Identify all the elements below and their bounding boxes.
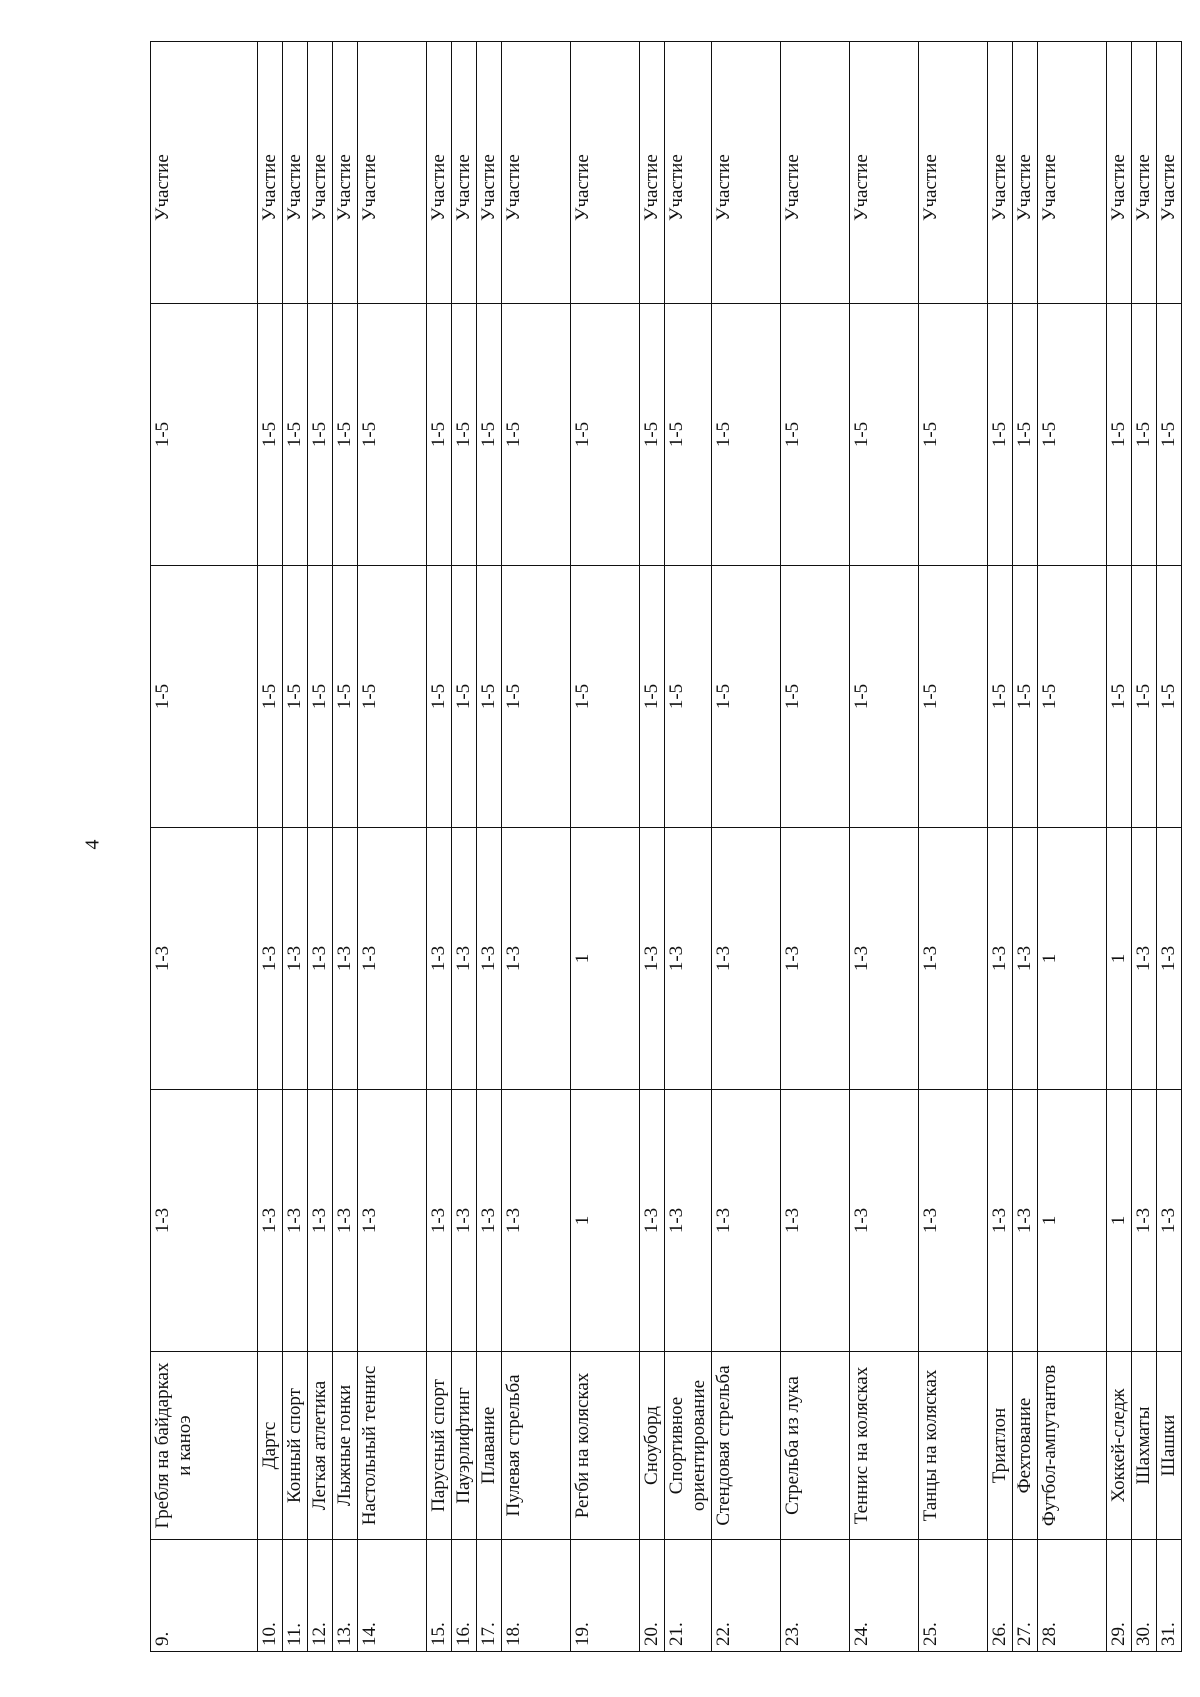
table-row <box>333 42 358 1652</box>
sport-name: Лыжные гонки <box>333 1352 358 1540</box>
cell-col4: 1-3 <box>427 828 452 1090</box>
cell-result: Участие <box>571 42 640 304</box>
table-row <box>452 42 477 1652</box>
cell-col6: 1-5 <box>712 304 781 566</box>
cell-result: Участие <box>452 42 477 304</box>
cell-col3: 1-3 <box>712 1090 781 1352</box>
row-number: 15. <box>427 1540 452 1652</box>
cell-col5: 1-5 <box>1038 566 1107 828</box>
cell-col4: 1-3 <box>781 828 850 1090</box>
cell-col5: 1-5 <box>477 566 502 828</box>
cell-col6: 1-5 <box>571 304 640 566</box>
cell-col5: 1-5 <box>1013 566 1038 828</box>
sport-name: Гребля на байдарках и каноэ <box>151 1352 258 1540</box>
cell-col3: 1-3 <box>665 1090 712 1352</box>
row-number: 24. <box>850 1540 919 1652</box>
cell-col5: 1-5 <box>258 566 283 828</box>
row-number: 9. <box>151 1540 258 1652</box>
cell-col6: 1-5 <box>452 304 477 566</box>
table-row <box>427 42 452 1652</box>
cell-col4: 1 <box>571 828 640 1090</box>
table-row <box>712 42 781 1652</box>
cell-col4: 1 <box>1107 828 1132 1090</box>
cell-col6: 1-5 <box>1107 304 1132 566</box>
sport-name: Пауэрлифтинг <box>452 1352 477 1540</box>
cell-result: Участие <box>477 42 502 304</box>
cell-result: Участие <box>1038 42 1107 304</box>
table-body <box>151 42 1182 1652</box>
cell-col5: 1-5 <box>1132 566 1157 828</box>
sport-name: Настольный теннис <box>358 1352 427 1540</box>
table-row <box>640 42 665 1652</box>
cell-result: Участие <box>308 42 333 304</box>
cell-col3: 1-3 <box>452 1090 477 1352</box>
sport-name: Футбол-ампутантов <box>1038 1352 1107 1540</box>
cell-col3: 1-3 <box>283 1090 308 1352</box>
cell-col4: 1-3 <box>640 828 665 1090</box>
cell-result: Участие <box>640 42 665 304</box>
cell-result: Участие <box>1132 42 1157 304</box>
cell-col5: 1-5 <box>712 566 781 828</box>
cell-col5: 1-5 <box>502 566 571 828</box>
table-row <box>665 42 712 1652</box>
cell-col5: 1-5 <box>640 566 665 828</box>
row-number: 11. <box>283 1540 308 1652</box>
table-row <box>308 42 333 1652</box>
sport-name: Спортивное ориентирование <box>665 1352 712 1540</box>
cell-result: Участие <box>151 42 258 304</box>
cell-col3: 1 <box>1038 1090 1107 1352</box>
cell-col3: 1-3 <box>502 1090 571 1352</box>
row-number: 18. <box>502 1540 571 1652</box>
cell-col6: 1-5 <box>502 304 571 566</box>
row-number: 12. <box>308 1540 333 1652</box>
table-row <box>1157 42 1182 1652</box>
cell-col6: 1-5 <box>1013 304 1038 566</box>
cell-col5: 1-5 <box>988 566 1013 828</box>
cell-col4: 1-3 <box>283 828 308 1090</box>
row-number: 22. <box>712 1540 781 1652</box>
cell-col6: 1-5 <box>477 304 502 566</box>
cell-col3: 1-3 <box>850 1090 919 1352</box>
cell-col3: 1-3 <box>427 1090 452 1352</box>
cell-col3: 1-3 <box>1132 1090 1157 1352</box>
table-row <box>151 42 258 1652</box>
cell-col3: 1-3 <box>1013 1090 1038 1352</box>
cell-col6: 1-5 <box>1132 304 1157 566</box>
table-row <box>988 42 1013 1652</box>
cell-col5: 1-5 <box>781 566 850 828</box>
cell-col6: 1-5 <box>358 304 427 566</box>
cell-col6: 1-5 <box>988 304 1013 566</box>
sport-name: Теннис на колясках <box>850 1352 919 1540</box>
cell-col6: 1-5 <box>151 304 258 566</box>
row-number: 21. <box>665 1540 712 1652</box>
cell-col5: 1-5 <box>665 566 712 828</box>
cell-result: Участие <box>1013 42 1038 304</box>
cell-col6: 1-5 <box>333 304 358 566</box>
cell-result: Участие <box>1157 42 1182 304</box>
row-number: 25. <box>919 1540 988 1652</box>
sport-name: Дартс <box>258 1352 283 1540</box>
cell-col5: 1-5 <box>151 566 258 828</box>
cell-result: Участие <box>258 42 283 304</box>
sport-name: Плавание <box>477 1352 502 1540</box>
sport-name: Хоккей-следж <box>1107 1352 1132 1540</box>
sport-name: Триатлон <box>988 1352 1013 1540</box>
table-row <box>358 42 427 1652</box>
cell-col5: 1-5 <box>1157 566 1182 828</box>
cell-col4: 1-3 <box>452 828 477 1090</box>
sport-name: Танцы на колясках <box>919 1352 988 1540</box>
cell-col3: 1-3 <box>640 1090 665 1352</box>
cell-result: Участие <box>665 42 712 304</box>
cell-col5: 1-5 <box>571 566 640 828</box>
cell-col4: 1-3 <box>151 828 258 1090</box>
sport-name: Шахматы <box>1132 1352 1157 1540</box>
cell-col5: 1-5 <box>308 566 333 828</box>
table-row <box>919 42 988 1652</box>
table-row <box>571 42 640 1652</box>
cell-result: Участие <box>988 42 1013 304</box>
cell-col6: 1-5 <box>1038 304 1107 566</box>
cell-col4: 1-3 <box>1013 828 1038 1090</box>
table-row <box>502 42 571 1652</box>
cell-result: Участие <box>712 42 781 304</box>
cell-col4: 1-3 <box>358 828 427 1090</box>
table-row <box>258 42 283 1652</box>
cell-col6: 1-5 <box>427 304 452 566</box>
sports-table <box>150 41 1182 1652</box>
cell-col5: 1-5 <box>358 566 427 828</box>
table-row <box>1013 42 1038 1652</box>
cell-result: Участие <box>850 42 919 304</box>
cell-col6: 1-5 <box>283 304 308 566</box>
cell-col4: 1-3 <box>258 828 283 1090</box>
row-number: 28. <box>1038 1540 1107 1652</box>
row-number: 27. <box>1013 1540 1038 1652</box>
row-number: 20. <box>640 1540 665 1652</box>
cell-result: Участие <box>502 42 571 304</box>
cell-col3: 1-3 <box>333 1090 358 1352</box>
cell-col5: 1-5 <box>333 566 358 828</box>
row-number: 29. <box>1107 1540 1132 1652</box>
cell-col6: 1-5 <box>781 304 850 566</box>
cell-col6: 1-5 <box>258 304 283 566</box>
cell-col3: 1-3 <box>258 1090 283 1352</box>
cell-result: Участие <box>358 42 427 304</box>
cell-col3: 1-3 <box>308 1090 333 1352</box>
cell-col4: 1-3 <box>333 828 358 1090</box>
row-number: 26. <box>988 1540 1013 1652</box>
table-row <box>781 42 850 1652</box>
cell-col3: 1-3 <box>358 1090 427 1352</box>
page-number: 4 <box>81 839 104 850</box>
sport-name: Стрельба из лука <box>781 1352 850 1540</box>
table-row <box>1038 42 1107 1652</box>
table-row <box>1132 42 1157 1652</box>
cell-col3: 1-3 <box>1157 1090 1182 1352</box>
sport-name: Регби на колясках <box>571 1352 640 1540</box>
table-row <box>1107 42 1132 1652</box>
table-row <box>283 42 308 1652</box>
cell-col3: 1-3 <box>781 1090 850 1352</box>
sport-name: Парусный спорт <box>427 1352 452 1540</box>
cell-col6: 1-5 <box>1157 304 1182 566</box>
row-number: 16. <box>452 1540 477 1652</box>
cell-col5: 1-5 <box>850 566 919 828</box>
sport-name: Стендовая стрельба <box>712 1352 781 1540</box>
cell-col4: 1-3 <box>850 828 919 1090</box>
cell-col3: 1-3 <box>919 1090 988 1352</box>
cell-col4: 1-3 <box>919 828 988 1090</box>
cell-result: Участие <box>427 42 452 304</box>
cell-col6: 1-5 <box>850 304 919 566</box>
sport-name: Сноуборд <box>640 1352 665 1540</box>
row-number: 30. <box>1132 1540 1157 1652</box>
table-row <box>477 42 502 1652</box>
cell-col4: 1-3 <box>988 828 1013 1090</box>
cell-col6: 1-5 <box>919 304 988 566</box>
row-number: 19. <box>571 1540 640 1652</box>
sport-name: Легкая атлетика <box>308 1352 333 1540</box>
cell-col3: 1 <box>571 1090 640 1352</box>
cell-col6: 1-5 <box>640 304 665 566</box>
row-number: 23. <box>781 1540 850 1652</box>
row-number: 13. <box>333 1540 358 1652</box>
table-row <box>850 42 919 1652</box>
cell-col4: 1-3 <box>502 828 571 1090</box>
row-number: 31. <box>1157 1540 1182 1652</box>
cell-col3: 1 <box>1107 1090 1132 1352</box>
cell-result: Участие <box>781 42 850 304</box>
cell-col5: 1-5 <box>452 566 477 828</box>
cell-col4: 1-3 <box>712 828 781 1090</box>
sport-name: Конный спорт <box>283 1352 308 1540</box>
rotated-table-container <box>150 42 1182 1652</box>
cell-col4: 1 <box>1038 828 1107 1090</box>
row-number: 17. <box>477 1540 502 1652</box>
cell-result: Участие <box>283 42 308 304</box>
sport-name: Фехтование <box>1013 1352 1038 1540</box>
row-number: 14. <box>358 1540 427 1652</box>
sport-name: Пулевая стрельба <box>502 1352 571 1540</box>
cell-col4: 1-3 <box>308 828 333 1090</box>
cell-result: Участие <box>333 42 358 304</box>
cell-col5: 1-5 <box>919 566 988 828</box>
cell-col4: 1-3 <box>1157 828 1182 1090</box>
cell-col4: 1-3 <box>1132 828 1157 1090</box>
cell-col5: 1-5 <box>283 566 308 828</box>
cell-col6: 1-5 <box>308 304 333 566</box>
cell-col5: 1-5 <box>1107 566 1132 828</box>
cell-col5: 1-5 <box>427 566 452 828</box>
cell-result: Участие <box>919 42 988 304</box>
cell-result: Участие <box>1107 42 1132 304</box>
sport-name: Шашки <box>1157 1352 1182 1540</box>
cell-col3: 1-3 <box>988 1090 1013 1352</box>
cell-col3: 1-3 <box>477 1090 502 1352</box>
cell-col4: 1-3 <box>477 828 502 1090</box>
cell-col4: 1-3 <box>665 828 712 1090</box>
cell-col6: 1-5 <box>665 304 712 566</box>
row-number: 10. <box>258 1540 283 1652</box>
cell-col3: 1-3 <box>151 1090 258 1352</box>
